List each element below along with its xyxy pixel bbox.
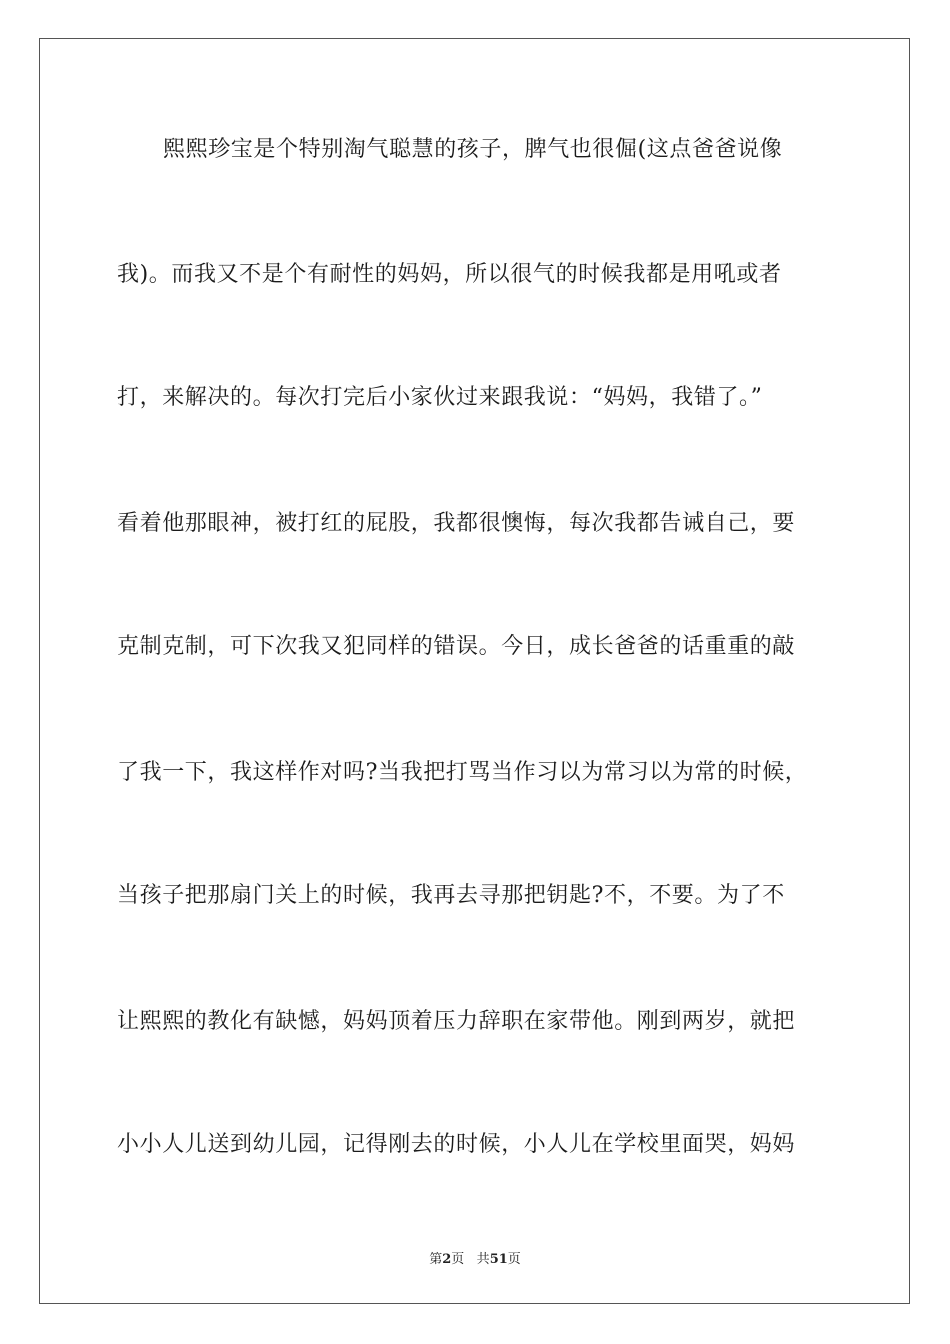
page-border [39, 38, 910, 1304]
page-footer [0, 1248, 950, 1267]
page-number: 2 [442, 1252, 452, 1267]
paragraph-line-3: 打，来解决的。每次打完后小家伙过来跟我说：“妈妈，我错了。” [117, 385, 763, 410]
paragraph-line-9: 小小人儿送到幼儿园，记得刚去的时候，小人儿在学校里面哭，妈妈 [117, 1132, 796, 1157]
page-suffix: 页 [451, 1252, 465, 1267]
paragraph-line-2: 我)。而我又不是个有耐性的妈妈，所以很气的时候我都是用吼或者 [117, 262, 782, 287]
paragraph-line-5: 克制克制，可下次我又犯同样的错误。今日，成长爸爸的话重重的敲 [117, 634, 796, 659]
paragraph-line-8: 让熙熙的教化有缺憾，妈妈顶着压力辞职在家带他。刚到两岁，就把 [117, 1009, 796, 1034]
page-prefix: 第 [429, 1252, 443, 1267]
total-prefix: 共 [476, 1252, 490, 1267]
paragraph-line-1: 熙熙珍宝是个特别淘气聪慧的孩子，脾气也很倔(这点爸爸说像 [163, 137, 783, 162]
total-suffix: 页 [507, 1252, 521, 1267]
paragraph-line-4: 看着他那眼神，被打红的屁股，我都很懊悔，每次我都告诫自己，要 [117, 511, 796, 536]
paragraph-line-7: 当孩子把那扇门关上的时候，我再去寻那把钥匙?不，不要。为了不 [117, 883, 785, 908]
paragraph-line-6: 了我一下，我这样作对吗?当我把打骂当作习以为常习以为常的时候， [117, 760, 808, 785]
total-pages: 51 [489, 1252, 508, 1267]
